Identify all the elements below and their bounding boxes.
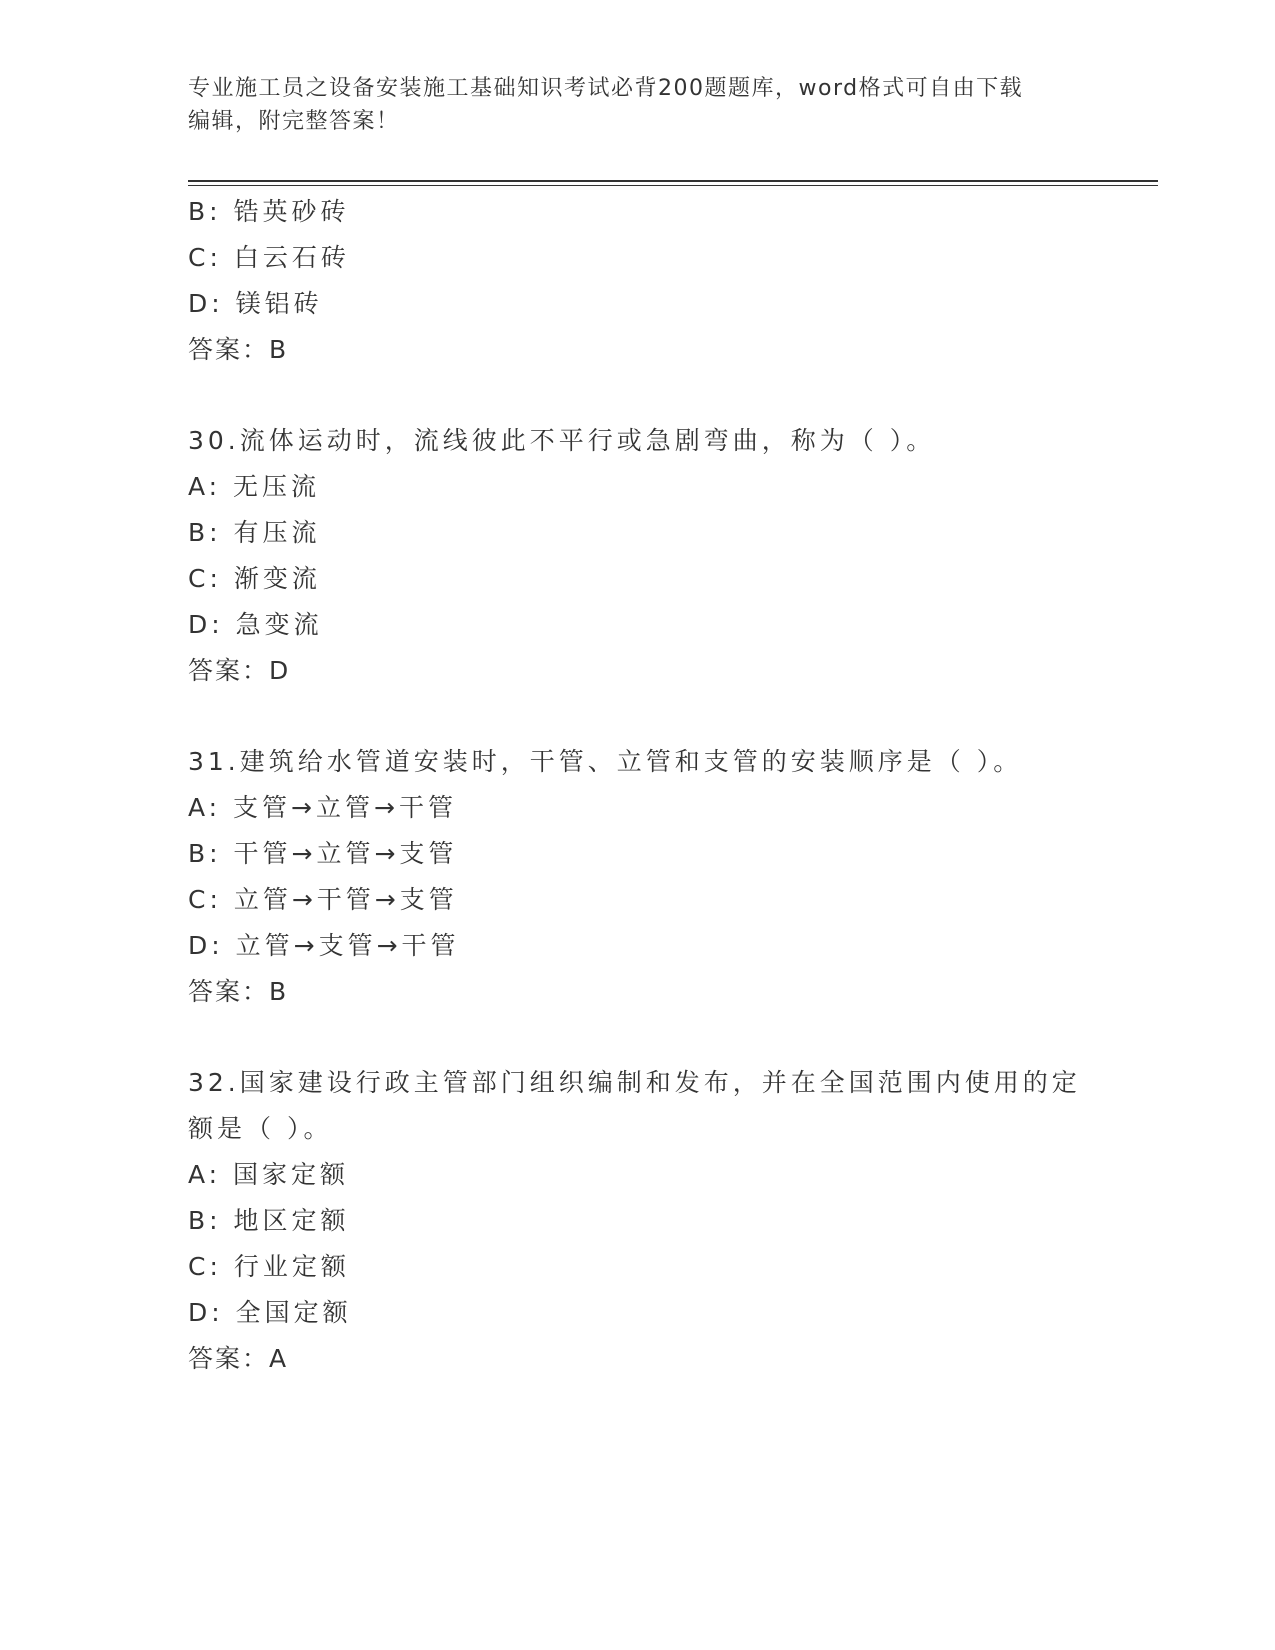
header-line-2: 编辑，附完整答案！ xyxy=(188,109,400,134)
option-a: A: 无压流 xyxy=(188,472,321,501)
option-c: C: 白云石砖 xyxy=(188,243,350,272)
option-b: B: 地区定额 xyxy=(188,1206,350,1235)
header-rule-thin xyxy=(188,185,1158,186)
question-stem-line-2: 额是（ ）。 xyxy=(188,1114,333,1143)
option-c: C: 立管→干管→支管 xyxy=(188,885,458,914)
answer: 答案：A xyxy=(188,1344,289,1373)
question-list xyxy=(188,189,1088,1382)
option-c: C: 渐变流 xyxy=(188,564,321,593)
option-d: D: 急变流 xyxy=(188,610,323,639)
answer: 答案：B xyxy=(188,335,289,364)
option-d: D: 立管→支管→干管 xyxy=(188,931,460,960)
question-31 xyxy=(188,739,1088,1015)
option-a: A: 国家定额 xyxy=(188,1160,350,1189)
question-32 xyxy=(188,1060,1088,1382)
option-a: A: 支管→立管→干管 xyxy=(188,793,457,822)
option-c: C: 行业定额 xyxy=(188,1252,350,1281)
option-d: D: 全国定额 xyxy=(188,1298,352,1327)
answer: 答案：B xyxy=(188,977,289,1006)
option-b: B: 有压流 xyxy=(188,518,321,547)
option-b: B: 干管→立管→支管 xyxy=(188,839,458,868)
question-stem: 30.流体运动时，流线彼此不平行或急剧弯曲，称为（ ）。 xyxy=(188,426,936,455)
option-b: B: 锆英砂砖 xyxy=(188,197,350,226)
question-stem: 31.建筑给水管道安装时，干管、立管和支管的安装顺序是（ ）。 xyxy=(188,747,1023,776)
question-29-continued xyxy=(188,189,1088,373)
question-stem-line-1: 32.国家建设行政主管部门组织编制和发布，并在全国范围内使用的定 xyxy=(188,1068,1081,1097)
question-30 xyxy=(188,418,1088,694)
header-rule-thick xyxy=(188,180,1158,182)
header-line-1: 专业施工员之设备安装施工基础知识考试必背200题题库，word格式可自由下载 xyxy=(188,76,1024,101)
option-d: D: 镁铝砖 xyxy=(188,289,323,318)
answer: 答案：D xyxy=(188,656,291,685)
document-header xyxy=(188,72,1088,138)
